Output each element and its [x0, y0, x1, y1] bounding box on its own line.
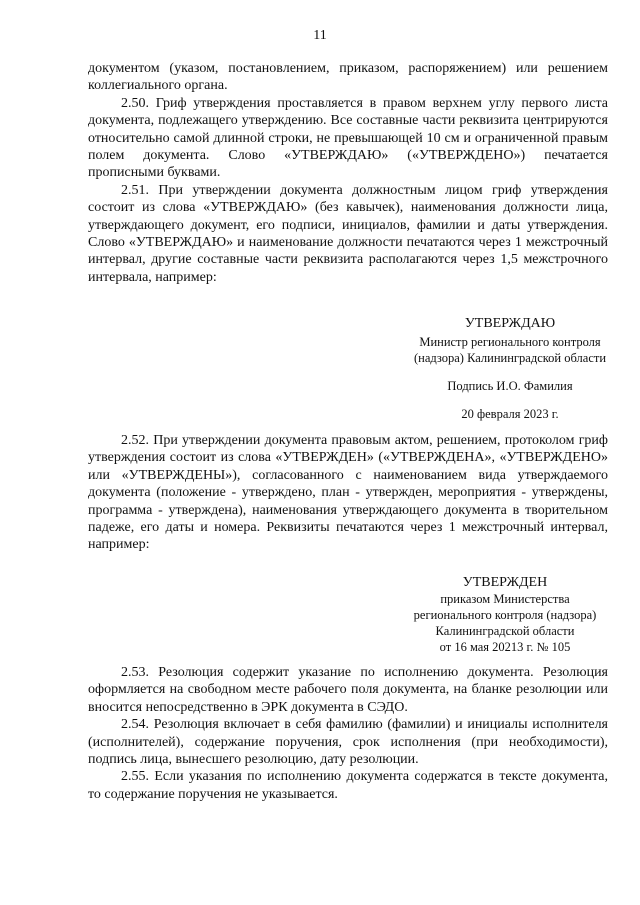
paragraph-2-53: 2.53. Резолюция содержит указание по исполнению документа. Резолюция оформляется на свободном месте рабочего поля документа, на бланке резолюции или вносится непосредственно в ЭРК документа в СЭДО.	[88, 665, 608, 715]
stamp-line-4: от 16 мая 20213 г. № 105	[439, 640, 571, 654]
paragraph-2-51: 2.51. При утверждении документа должностным лицом гриф утверждения состоит из слова «УТВЕРЖДАЮ» (без кавычек), наименования должности лица, утверждающего документ, его подписи, инициалов, фамилии и даты утверждения. Слово «УТВЕРЖДАЮ» и наименование должности печатаются через 1 межстрочный интервал, другие составные части реквизита располагаются через 1,5 межстрочного интервала, например:	[88, 182, 608, 285]
stamp-date: 20 февраля 2023 г.	[461, 407, 559, 421]
stamp-line-3: Калининградской области	[435, 624, 575, 638]
stamp-position-line-1: Министр регионального контроля	[419, 335, 601, 349]
paragraph-2-52: 2.52. При утверждении документа правовым актом, решением, протоколом гриф утверждения состоит из слова «УТВЕРЖДЕН» («УТВЕРЖДЕНА», «УТВЕРЖДЕНО» или «УТВЕРЖДЕНЫ»), согласованного с наименованием вида утверждаемого документа (положение - утверждено, план - утвержден, мероприятия - утверждены, программа - утверждена), наименования утверждающего документа в творительном падеже, его даты и номера. Реквизиты печатаются через 1 межстрочный интервал, например:	[88, 433, 608, 553]
stamp-title: УТВЕРЖДЕН	[462, 575, 548, 590]
stamp-signature: Подпись И.О. Фамилия	[447, 379, 573, 393]
text-block-middle	[88, 432, 608, 554]
paragraph-2-55: 2.55. Если указания по исполнению документа содержатся в тексте документа, то содержание поручения не указывается.	[88, 769, 608, 802]
stamp-title: УТВЕРЖДАЮ	[464, 316, 556, 331]
text-block-upper	[88, 60, 608, 286]
approval-stamp-example-2	[395, 575, 615, 655]
page-number: 11	[313, 28, 327, 43]
stamp-line-2: регионального контроля (надзора)	[413, 608, 597, 622]
stamp-position-line-2: (надзора) Калининградской области	[413, 351, 607, 365]
approval-stamp-example-1	[400, 316, 620, 422]
paragraph-2-54: 2.54. Резолюция включает в себя фамилию (фамилии) и инициалы исполнителя (исполнителей), содержание поручения, срок исполнения (при необходимости), подпись лица, вынесшего резолюцию, дату резолюции.	[88, 717, 608, 768]
paragraph-intro: документом (указом, постановлением, приказом, распоряжением) или решением коллегиального органа.	[88, 61, 608, 94]
stamp-line-1: приказом Министерства	[440, 592, 570, 606]
paragraph-2-50: 2.50. Гриф утверждения проставляется в правом верхнем углу первого листа документа, подлежащего утверждению. Все составные части реквизита центрируются относительно самой длинной строки, не превышающей 10 см и ограниченной правым полем документа. Слово «УТВЕРЖДАЮ» («УТВЕРЖДЕНО») печатается прописными буквами.	[88, 95, 608, 181]
text-block-lower	[88, 664, 608, 803]
